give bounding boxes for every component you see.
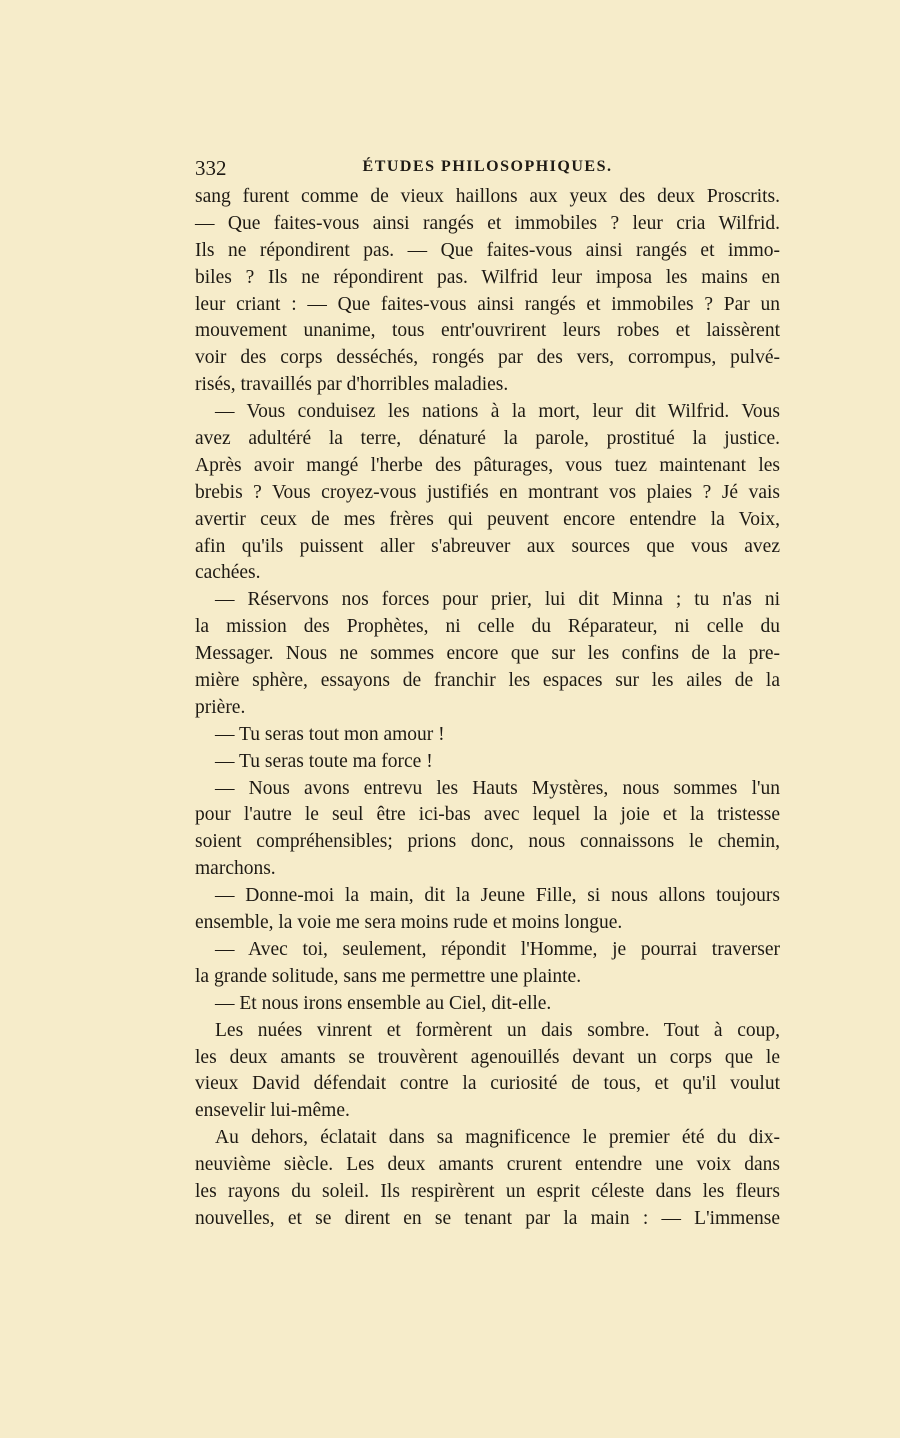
text-line: — Que faites-vous ainsi rangés et immobiles ? leur cria Wilfrid. xyxy=(195,212,780,234)
text-line: Après avoir mangé l'herbe des pâturages, vous tuez maintenant les xyxy=(195,454,780,476)
text-line: mouvement unanime, tous entr'ouvrirent leurs robes et laissèrent xyxy=(195,320,780,342)
text-line: prière. xyxy=(195,696,246,718)
text-line: sang furent comme de vieux haillons aux yeux des deux Proscrits. xyxy=(195,186,780,207)
running-title: ÉTUDES PHILOSOPHIQUES. xyxy=(362,158,613,175)
text-line: ensevelir lui-même. xyxy=(195,1100,350,1122)
text-line: Au dehors, éclatait dans sa magnificence le premier été du dix- xyxy=(215,1127,780,1149)
text-line: — Tu seras tout mon amour ! xyxy=(215,723,445,745)
text-line: brebis ? Vous croyez-vous justifiés en montrant vos plaies ? Jé vais xyxy=(195,481,780,503)
text-line: — Vous conduisez les nations à la mort, leur dit Wilfrid. Vous xyxy=(215,401,780,423)
text-line: risés, travaillés par d'horribles maladies. xyxy=(195,374,509,396)
text-line: — Tu seras toute ma force ! xyxy=(215,750,433,772)
text-line: cachées. xyxy=(195,562,261,584)
text-line: ensemble, la voie me sera moins rude et moins longue. xyxy=(195,912,623,934)
text-line: Les nuées vinrent et formèrent un dais sombre. Tout à coup, xyxy=(215,1019,780,1041)
text-line: marchons. xyxy=(195,858,276,880)
text-line: afin qu'ils puissent aller s'abreuver aux sources que vous avez xyxy=(195,535,780,557)
page-number: 332 xyxy=(195,156,227,180)
text-line: Messager. Nous ne sommes encore que sur les confins de la pre- xyxy=(195,643,780,665)
text-line: — Donne-moi la main, dit la Jeune Fille, si nous allons toujours xyxy=(215,885,780,907)
text-line: voir des corps desséchés, rongés par des vers, corrompus, pulvé- xyxy=(195,347,780,369)
text-line: avez adultéré la terre, dénaturé la parole, prostitué la justice. xyxy=(195,428,780,450)
text-line: biles ? Ils ne répondirent pas. Wilfrid leur imposa les mains en xyxy=(195,266,780,288)
text-line: leur criant : — Que faites-vous ainsi rangés et immobiles ? Par un xyxy=(195,293,780,315)
text-line: soient compréhensibles; prions donc, nous connaissons le chemin, xyxy=(195,831,780,853)
text-line: les deux amants se trouvèrent agenouillés devant un corps que le xyxy=(195,1046,780,1068)
text-line: nouvelles, et se dirent en se tenant par la main : — L'immense xyxy=(195,1207,780,1229)
text-line: — Réservons nos forces pour prier, lui dit Minna ; tu n'as ni xyxy=(215,589,780,611)
text-line: la mission des Prophètes, ni celle du Réparateur, ni celle du xyxy=(195,616,780,638)
page-body-text xyxy=(195,184,780,1233)
text-line: vieux David défendait contre la curiosité de tous, et qu'il voulut xyxy=(195,1073,780,1095)
text-line: Ils ne répondirent pas. — Que faites-vous ainsi rangés et immo- xyxy=(195,239,780,261)
text-line: — Et nous irons ensemble au Ciel, dit-elle. xyxy=(215,992,552,1014)
text-line: pour l'autre le seul être ici-bas avec lequel la joie et la tristesse xyxy=(195,804,780,826)
text-line: mière sphère, essayons de franchir les espaces sur les ailes de la xyxy=(195,670,780,692)
text-line: neuvième siècle. Les deux amants crurent entendre une voix dans xyxy=(195,1154,780,1176)
page-header xyxy=(195,156,780,184)
text-line: avertir ceux de mes frères qui peuvent encore entendre la Voix, xyxy=(195,508,780,530)
text-line: — Avec toi, seulement, répondit l'Homme, je pourrai traverser xyxy=(215,938,780,960)
text-line: les rayons du soleil. Ils respirèrent un esprit céleste dans les fleurs xyxy=(195,1180,780,1202)
text-line: la grande solitude, sans me permettre une plainte. xyxy=(195,965,582,987)
text-line: — Nous avons entrevu les Hauts Mystères, nous sommes l'un xyxy=(215,777,780,799)
